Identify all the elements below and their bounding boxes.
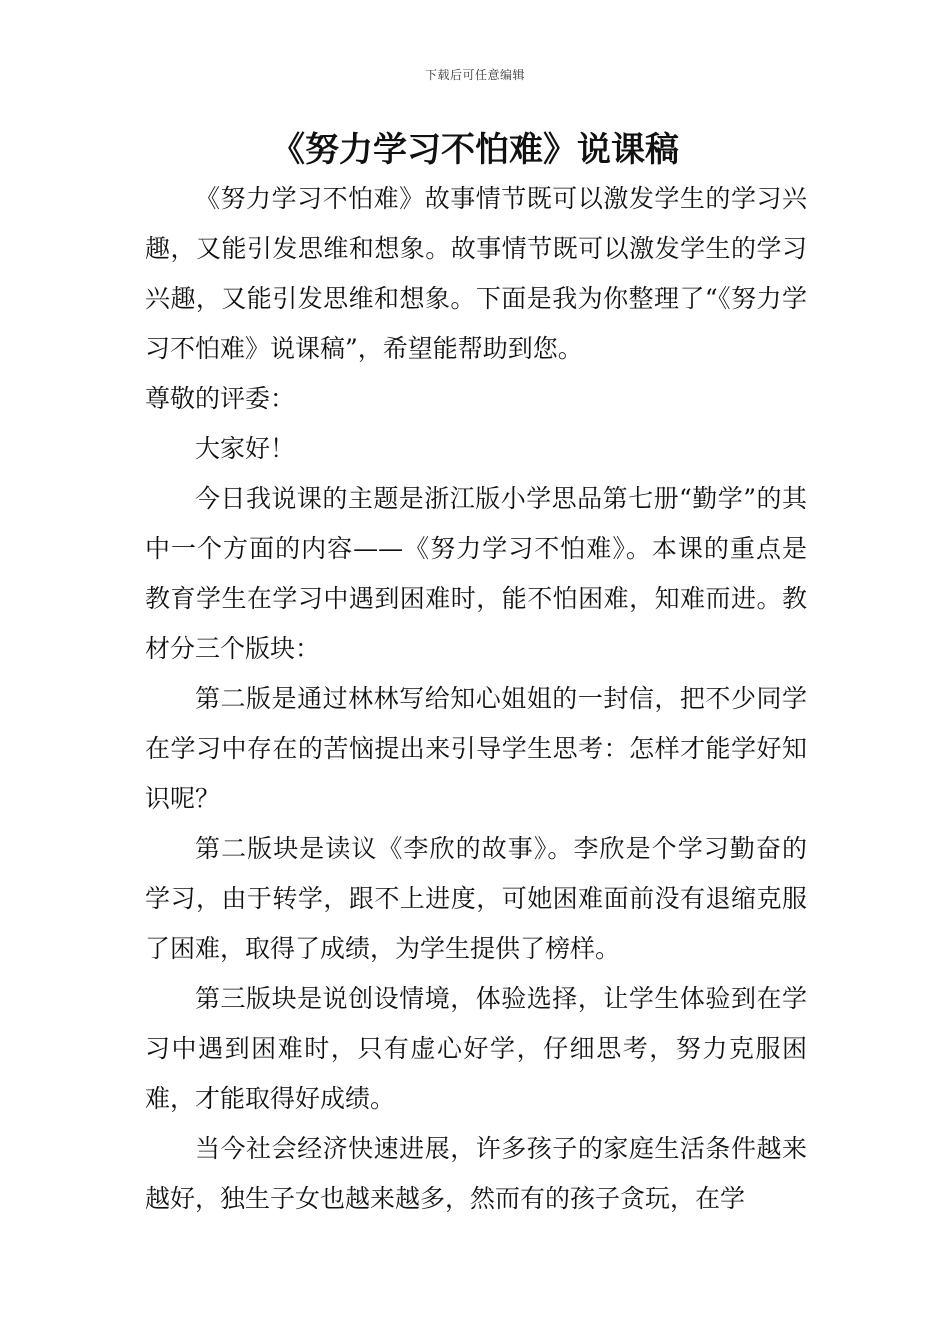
- section-two-paragraph: 第二版块是读议《李欣的故事》。李欣是个学习勤奋的学习，由于转学，跟不上进度，可她困难面前没有退缩克服了困难，取得了成绩，为学生提供了榜样。: [145, 834, 807, 963]
- document-body: [145, 174, 807, 1224]
- document-title: 《努力学习不怕难》说课稿: [271, 130, 679, 170]
- section-three-paragraph: 第三版块是说创设情境，体验选择，让学生体验到在学习中遇到困难时，只有虚心好学，仔细思考，努力克服困难，才能取得好成绩。: [145, 984, 807, 1113]
- context-paragraph: 当今社会经济快速进展，许多孩子的家庭生活条件越来越好，独生子女也越来越多，然而有的孩子贪玩，在学: [145, 1134, 807, 1213]
- header-note: 下载后可任意编辑: [424, 68, 525, 82]
- intro-paragraph: 《努力学习不怕难》故事情节既可以激发学生的学习兴趣，又能引发思维和想象。故事情节既可以激发学生的学习兴趣，又能引发思维和想象。下面是我为你整理了“《努力学习不怕难》说课稿”，希望能帮助到您。: [145, 184, 807, 363]
- greeting: 大家好！: [195, 434, 296, 463]
- topic-paragraph: 今日我说课的主题是浙江版小学思品第七册“勤学”的其中一个方面的内容——《努力学习不怕难》。本课的重点是教育学生在学习中遇到困难时，能不怕困难，知难而进。教材分三个版块：: [145, 484, 807, 663]
- salutation: 尊敬的评委：: [145, 384, 296, 413]
- section-one-paragraph: 第二版是通过林林写给知心姐姐的一封信，把不少同学在学习中存在的苦恼提出来引导学生思考：怎样才能学好知识呢？: [145, 684, 807, 813]
